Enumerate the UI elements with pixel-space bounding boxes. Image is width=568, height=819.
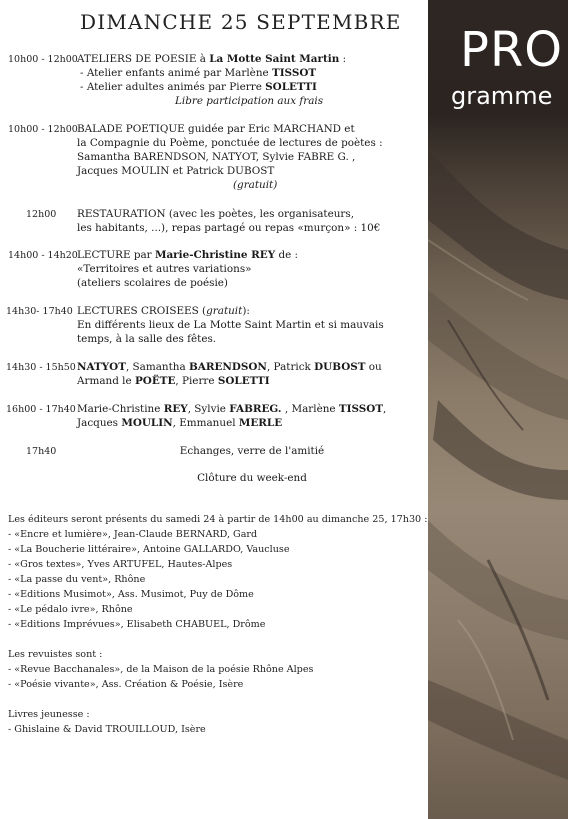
entry-line: Echanges, verre de l'amitié — [179, 445, 325, 457]
list-item: - Ghislaine & David TROUILLOUD, Isère — [8, 724, 206, 735]
editeurs-intro: Les éditeurs seront présents du samedi 24 à partir de 14h00 au dimanche 25, 17h30 : — [8, 514, 428, 525]
entry-line: «Territoires et autres variations» — [77, 263, 252, 275]
entry-time: 14h30 - 15h50 — [6, 362, 76, 373]
list-item: - «La Boucherie littéraire», Antoine GALLARDO, Vaucluse — [8, 544, 290, 555]
logo-pro: PRO — [460, 22, 564, 78]
entry-line: BALADE POETIQUE guidée par Eric MARCHAND et — [77, 123, 355, 135]
list-item: - «Editions Imprévues», Elisabeth CHABUEL, Drôme — [8, 619, 266, 630]
entry-line: RESTAURATION (avec les poètes, les organisateurs, — [77, 208, 355, 220]
entry-time: 16h00 - 17h40 — [6, 404, 76, 415]
entry-note: Libre participation aux frais — [175, 95, 324, 107]
entry-line: LECTURE par Marie-Christine REY de : — [77, 249, 299, 261]
entry-line: Samantha BARENDSON, NATYOT, Sylvie FABRE G. , — [77, 151, 356, 163]
entry-line: les habitants, ...), repas partagé ou repas «murçon» : 10€ — [77, 222, 381, 234]
entry-line: Jacques MOULIN et Patrick DUBOST — [77, 165, 275, 177]
entry-time: 14h30- 17h40 — [6, 306, 73, 317]
entry-note: (gratuit) — [233, 179, 278, 191]
revuistes-intro: Les revuistes sont : — [8, 649, 103, 660]
list-item: - «Poésie vivante», Ass. Création & Poésie, Isère — [8, 679, 244, 690]
page-title: DIMANCHE 25 SEPTEMBRE — [80, 10, 402, 34]
entry-line: - Atelier adultes animés par Pierre SOLETTI — [80, 81, 317, 93]
entry-line: LECTURES CROISEES (gratuit): — [77, 305, 250, 317]
list-item: - «Le pédalo ivre», Rhône — [8, 604, 133, 615]
entry-line: NATYOT, Samantha BARENDSON, Patrick DUBOST ou — [77, 361, 382, 373]
entry-time: 12h00 — [26, 209, 57, 220]
entry-time: 14h00 - 14h20 — [8, 250, 78, 261]
terrain-texture — [428, 0, 568, 819]
entry-line: En différents lieux de La Motte Saint Martin et si mauvais — [77, 319, 384, 331]
list-item: - «Editions Musimot», Ass. Musimot, Puy de Dôme — [8, 589, 254, 600]
list-item: - «La passe du vent», Rhône — [8, 574, 146, 585]
list-item: - «Encre et lumière», Jean-Claude BERNARD, Gard — [8, 529, 258, 540]
entry-line: Marie-Christine REY, Sylvie FABREG. , Marlène TISSOT, — [77, 403, 387, 415]
entry-line: la Compagnie du Poème, ponctuée de lectures de poètes : — [77, 137, 383, 149]
logo-gramme: gramme — [451, 82, 553, 110]
entry-line: temps, à la salle des fêtes. — [77, 333, 217, 345]
entry-line: - Atelier enfants animé par Marlène TISSOT — [80, 67, 317, 79]
entry-line: Clôture du week-end — [197, 472, 307, 484]
entry-line: Armand le POËTE, Pierre SOLETTI — [77, 375, 270, 387]
entry-line: Jacques MOULIN, Emmanuel MERLE — [77, 417, 283, 429]
list-item: - «Revue Bacchanales», de la Maison de la poésie Rhône Alpes — [8, 664, 314, 675]
entry-line: (ateliers scolaires de poésie) — [77, 277, 228, 289]
entry-time: 10h00 - 12h00 — [8, 124, 78, 135]
entry-time: 10h00 - 12h00 — [8, 54, 78, 65]
decorative-photo-band — [428, 0, 568, 819]
jeunesse-intro: Livres jeunesse : — [8, 709, 90, 720]
list-item: - «Gros textes», Yves ARTUFEL, Hautes-Alpes — [8, 559, 233, 570]
entry-time: 17h40 — [26, 446, 57, 457]
entry-line: ATELIERS DE POESIE à La Motte Saint Martin : — [77, 53, 347, 65]
